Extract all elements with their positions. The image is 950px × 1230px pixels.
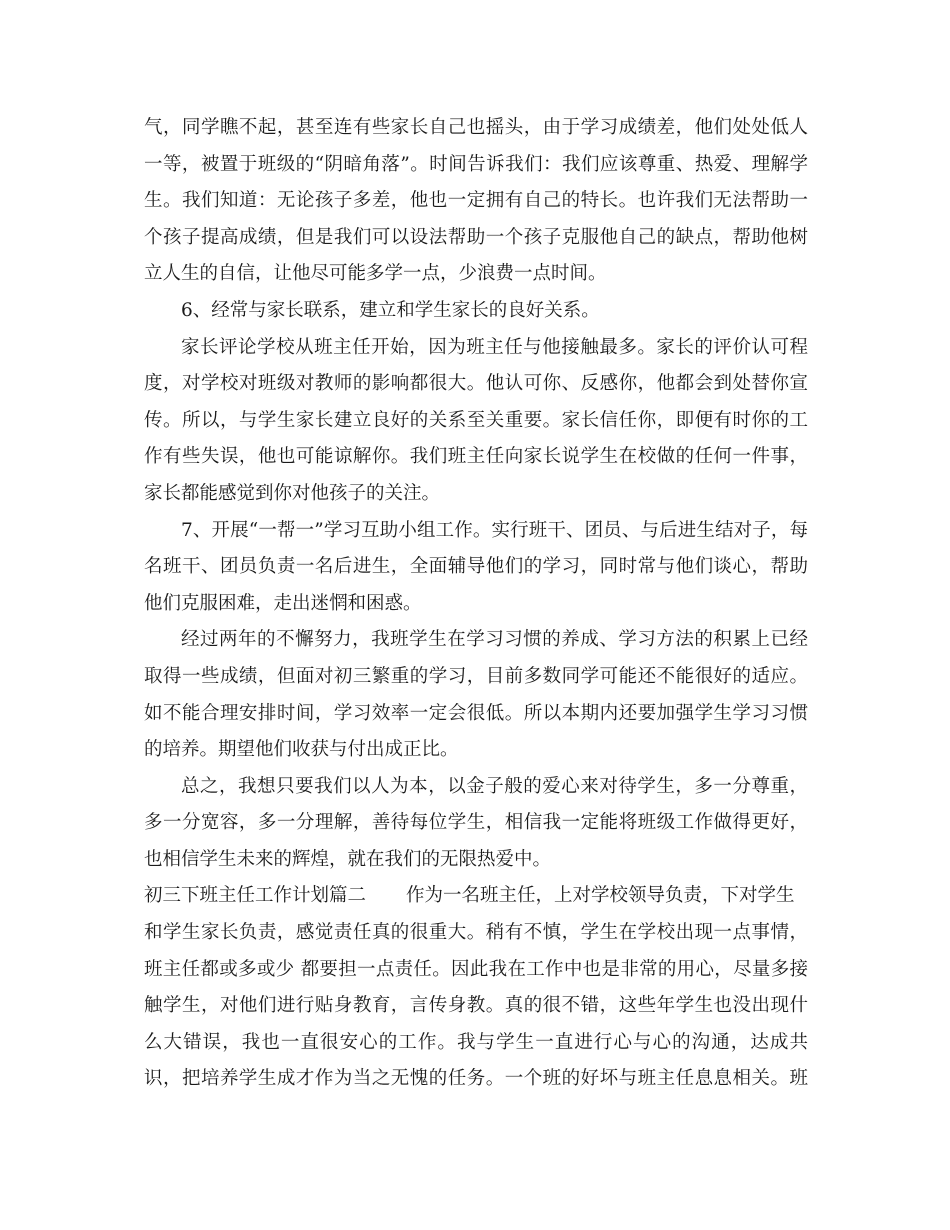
paragraph-first-line: 家长评论学校从班主任开始，因为班主任与他接触最多。家长的评价认可程 (181, 336, 808, 358)
section-heading-6: 6、经常与家长联系，建立和学生家长的良好关系。 (181, 299, 600, 321)
section-heading-7: 7、开展“一帮一”学习互助小组工作。实行班干、团员、与后进生结对子，每 (181, 519, 808, 541)
text-line: 作为一名班主任，上对学校领导负责，下对学生 (406, 885, 795, 907)
document-body (144, 110, 808, 1098)
text-line: 家长都能感觉到你对他孩子的关注。 (144, 482, 441, 504)
text-line: 名班干、团员负责一名后进生，全面辅导他们的学习，同时常与他们谈心，帮助 (144, 556, 808, 578)
text-line: 如不能合理安排时间，学习效率一定会很低。所以本期内还要加强学生学习习惯 (144, 702, 808, 724)
text-line: 立人生的自信，让他尽可能多学一点，少浪费一点时间。 (144, 263, 607, 285)
text-line: 么大错误，我也一直很安心的工作。我与学生一直进行心与心的沟通，达成共 (144, 1031, 808, 1053)
text-line: 生。我们知道：无论孩子多差，他也一定拥有自己的特长。也许我们无法帮助一 (144, 190, 808, 212)
text-line: 作有些失误，他也可能谅解你。我们班主任向家长说学生在校做的任何一件事， (144, 446, 808, 468)
text-line: 识，把培养学生成才作为当之无愧的任务。一个班的好坏与班主任息息相关。班 (144, 1068, 808, 1090)
text-line: 的培养。期望他们收获与付出成正比。 (144, 739, 459, 761)
text-line: 他们克服困难，走出迷惘和困惑。 (144, 592, 422, 614)
text-line: 传。所以，与学生家长建立良好的关系至关重要。家长信任你，即便有时你的工 (144, 409, 808, 431)
text-line: 触学生，对他们进行贴身教育，言传身教。真的很不错，这些年学生也没出现什 (144, 995, 808, 1017)
paragraph-first-line: 经过两年的不懈努力，我班学生在学习习惯的养成、学习方法的积累上已经 (181, 629, 808, 651)
text-line: 度，对学校对班级对教师的影响都很大。他认可你、反感你，他都会到处替你宣 (144, 373, 808, 395)
text-line: 也相信学生未来的辉煌，就在我们的无限热爱中。 (144, 848, 552, 870)
text-line: 和学生家长负责，感觉责任真的很重大。稍有不慎，学生在学校出现一点事情， (144, 922, 808, 944)
heading-line (144, 878, 808, 915)
text-line: 一等，被置于班级的“阴暗角落”。时间告诉我们：我们应该尊重、热爱、理解学 (144, 153, 808, 175)
text-line: 多一分宽容，多一分理解，善待每位学生，相信我一定能将班级工作做得更好， (144, 812, 808, 834)
article-heading: 初三下班主任工作计划篇二 (144, 885, 367, 907)
text-line: 班主任都或多或少 都要担一点责任。因此我在工作中也是非常的用心，尽量多接 (144, 958, 808, 980)
text-line: 气，同学瞧不起，甚至连有些家长自己也摇头，由于学习成绩差，他们处处低人 (144, 117, 808, 138)
text-line: 取得一些成绩，但面对初三繁重的学习，目前多数同学可能还不能很好的适应。 (144, 665, 808, 687)
paragraph-first-line: 总之，我想只要我们以人为本，以金子般的爱心来对待学生，多一分尊重， (181, 775, 808, 797)
text-line: 个孩子提高成绩，但是我们可以设法帮助一个孩子克服他自己的缺点，帮助他树 (144, 226, 808, 248)
